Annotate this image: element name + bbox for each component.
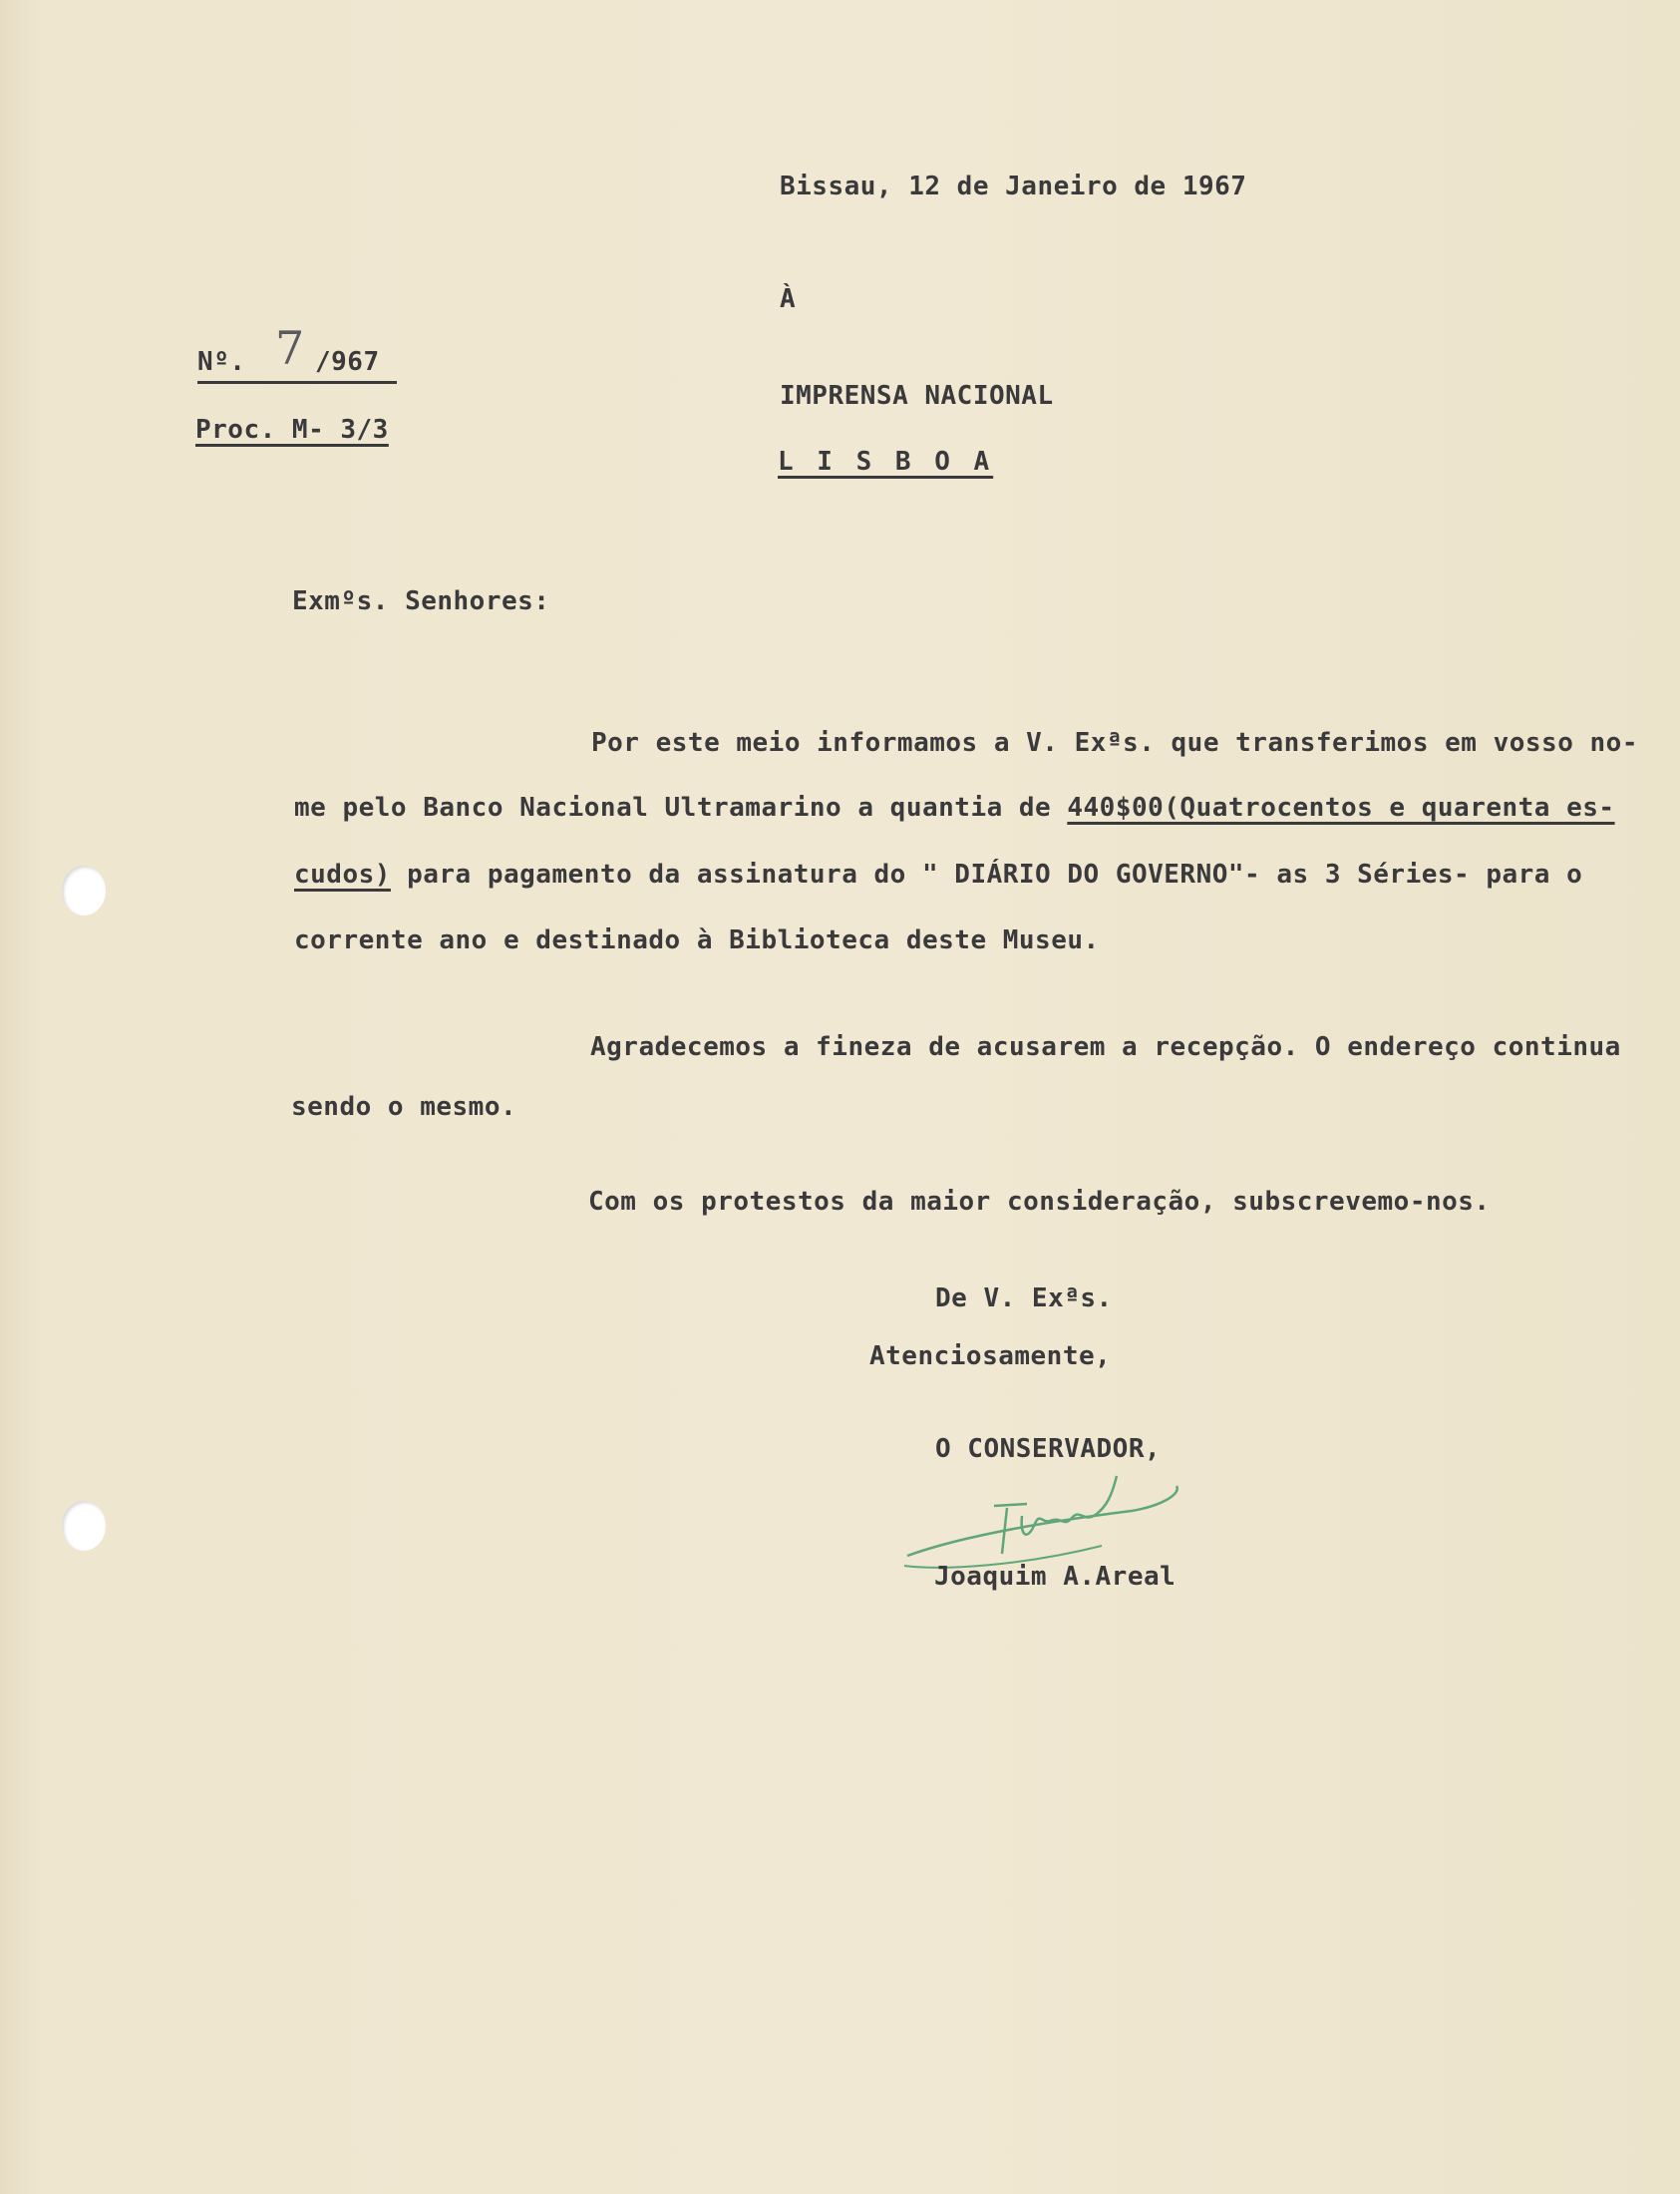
number-prefix: Nº.	[197, 347, 246, 377]
amount-text: 440$00(Quatrocentos e quarenta es-	[1067, 793, 1615, 823]
to-marker: À	[780, 284, 797, 314]
paragraph-3-line-1: Com os protestos da maior consideração, subscrevemo-nos.	[588, 1187, 1491, 1217]
signature	[902, 1466, 1201, 1576]
punch-hole-top	[62, 866, 106, 915]
date-line: Bissau, 12 de Janeiro de 1967	[780, 172, 1247, 201]
paragraph-2-line-1: Agradecemos a fineza de acusarem a recepção. O endereço continua	[590, 1032, 1621, 1062]
closing-line-2: Atenciosamente,	[869, 1341, 1112, 1371]
recipient-name: IMPRENSA NACIONAL	[780, 381, 1054, 411]
paragraph-2-line-2: sendo o mesmo.	[291, 1092, 517, 1122]
paragraph-1-line-4: corrente ano e destinado à Biblioteca deste Museu.	[294, 925, 1100, 955]
paragraph-1-line-3	[294, 860, 1582, 890]
reference-number	[197, 319, 397, 384]
paragraph-1-line-1: Por este meio informamos a V. Exªs. que transferimos em vosso no-	[591, 728, 1638, 758]
line-2-text: me pelo Banco Nacional Ultramarino a quantia de	[294, 793, 1068, 823]
closing-line-1: De V. Exªs.	[935, 1283, 1113, 1313]
number-suffix: /967	[315, 347, 380, 377]
amount-text-end: cudos)	[294, 860, 391, 890]
recipient-city: L I S B O A	[778, 447, 994, 477]
punch-hole-bottom	[62, 1501, 106, 1551]
salutation: Exmºs. Senhores:	[292, 586, 550, 616]
line-3-text: para pagamento da assinatura do " DIÁRIO DO GOVERNO"- as 3 Séries- para o	[390, 860, 1583, 890]
paragraph-1-line-2	[294, 793, 1615, 823]
signer-name: Joaquim A.Areal	[934, 1562, 1176, 1592]
handwritten-number: 7	[275, 321, 305, 375]
process-number: Proc. M- 3/3	[195, 415, 389, 445]
signer-title: O CONSERVADOR,	[935, 1434, 1162, 1464]
